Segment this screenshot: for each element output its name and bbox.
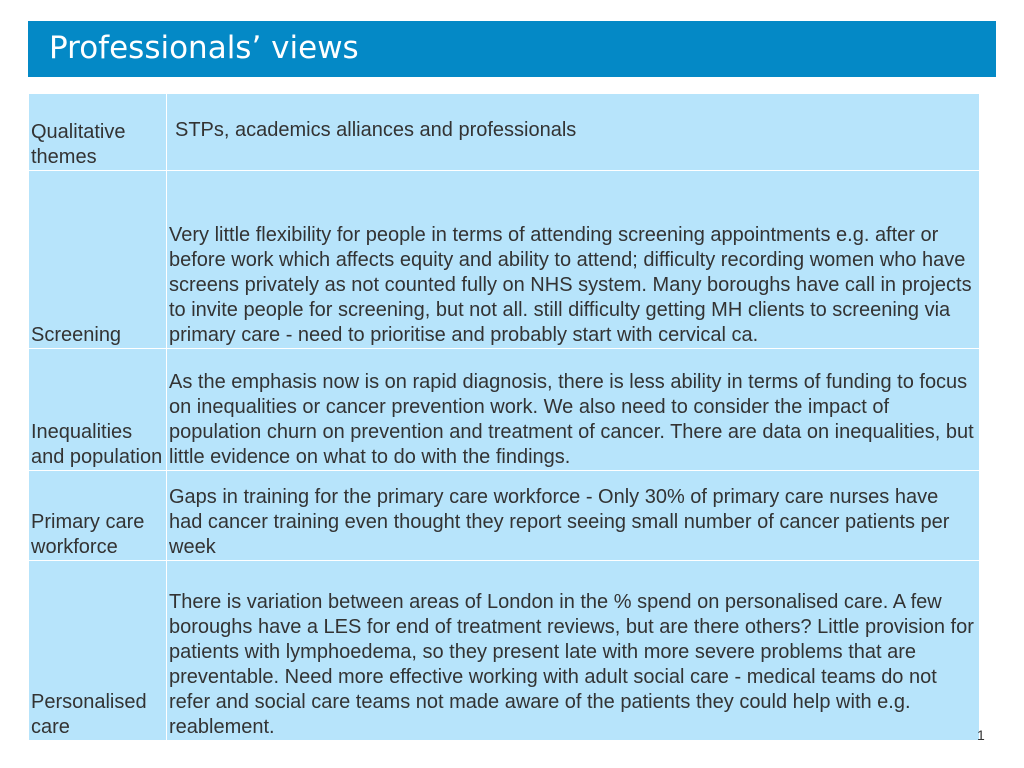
row-description-cell: Gaps in training for the primary care workforce - Only 30% of primary care nurses have had cancer training even thought they report seeing small number of cancer patients per week	[167, 471, 980, 561]
row-theme-cell: Inequalities and population	[29, 349, 167, 471]
slide-title: Professionals’ views	[49, 30, 359, 66]
row-description-cell: There is variation between areas of London in the % spend on personalised care. A few boroughs have a LES for end of treatment reviews, but are there others? Little provision for patients with lymphoedema, so they present late with more severe problems that are preventable. Need more effective working with adult social care - medical teams do not refer and social care teams not made aware of the patients they could help with e.g. reablement.	[167, 561, 980, 741]
table-header-row	[29, 94, 980, 171]
row-theme-cell: Screening	[29, 171, 167, 349]
table-row	[29, 471, 980, 561]
table-row	[29, 171, 980, 349]
row-theme-cell: Primary care workforce	[29, 471, 167, 561]
header-description-cell: STPs, academics alliances and professionals	[167, 94, 980, 171]
table-row	[29, 561, 980, 741]
header-theme-cell: Qualitative themes	[29, 94, 167, 171]
table-row	[29, 349, 980, 471]
row-description-cell: As the emphasis now is on rapid diagnosis, there is less ability in terms of funding to focus on inequalities or cancer prevention work. We also need to consider the impact of population churn on prevention and treatment of cancer. There are data on inequalities, but little evidence on what to do with the findings.	[167, 349, 980, 471]
themes-table	[28, 93, 980, 741]
row-description-cell: Very little flexibility for people in terms of attending screening appointments e.g. after or before work which affects equity and ability to attend; difficulty recording women who have screens privately as not counted fully on NHS system. Many boroughs have call in projects to invite people for screening, but not all. still difficulty getting MH clients to screening via primary care - need to prioritise and probably start with cervical ca.	[167, 171, 980, 349]
page-number: 1	[977, 727, 985, 743]
row-theme-cell: Personalised care	[29, 561, 167, 741]
title-bar	[28, 21, 996, 77]
